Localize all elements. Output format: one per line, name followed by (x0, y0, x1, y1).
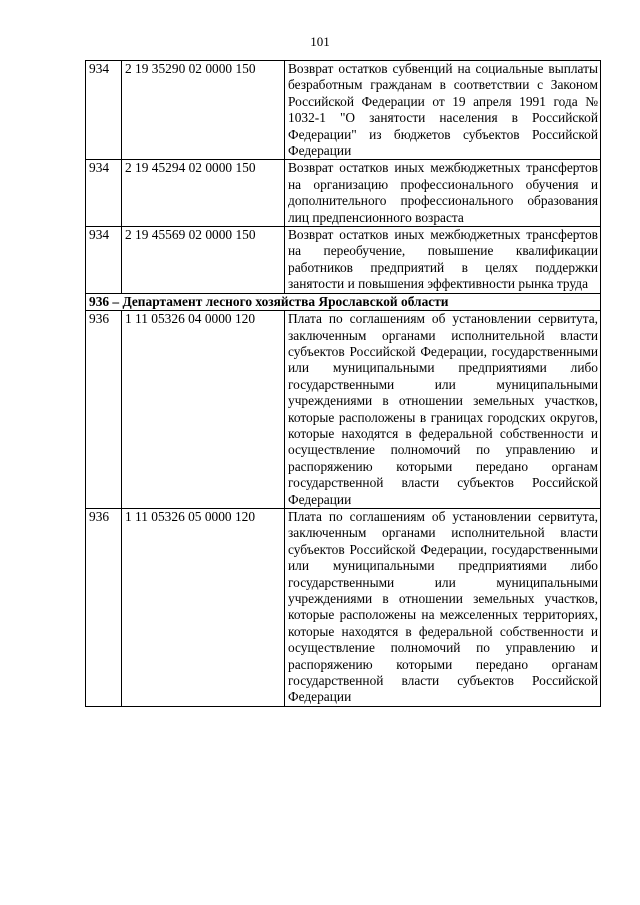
admin-code-cell: 936 (86, 311, 122, 509)
section-header-row (86, 293, 601, 310)
admin-code-cell: 934 (86, 160, 122, 227)
description-cell: Возврат остатков иных межбюджетных трансфертов на переобучение, повышение квалификации работников предприятий в целях поддержки занятости и повышения эффективности рынка труда (285, 227, 601, 294)
table-row (86, 508, 601, 706)
budget-code-cell: 1 11 05326 04 0000 120 (122, 311, 285, 509)
budget-code-cell: 2 19 35290 02 0000 150 (122, 61, 285, 160)
table-row (86, 61, 601, 160)
budget-code-cell: 2 19 45294 02 0000 150 (122, 160, 285, 227)
admin-code-cell: 934 (86, 61, 122, 160)
description-cell: Возврат остатков иных межбюджетных трансфертов на организацию профессионального обучения и дополнительного профессионального образования лиц предпенсионного возраста (285, 160, 601, 227)
admin-code-cell: 934 (86, 227, 122, 294)
description-cell: Плата по соглашениям об установлении сервитута, заключенным органами исполнительной власти субъектов Российской Федерации, государственными или муниципальными предприятиями либо государственными или муниципальными учреждениями в отношении земельных участков, которые расположены в границах городских округов, которые находятся в федеральной собственности и осуществление полномочий по управлению и распоряжению которыми передано органам государственной власти субъектов Российской Федерации (285, 311, 601, 509)
budget-code-cell: 2 19 45569 02 0000 150 (122, 227, 285, 294)
table-row (86, 227, 601, 294)
section-title: 936 – Департамент лесного хозяйства Ярославской области (86, 293, 601, 310)
table-row (86, 160, 601, 227)
page-number: 101 (310, 34, 330, 49)
description-cell: Возврат остатков субвенций на социальные выплаты безработным гражданам в соответствии с Законом Российской Федерации от 19 апреля 1991 года № 1032-1 "О занятости населения в Российской Федерации" из бюджетов субъектов Российской Федерации (285, 61, 601, 160)
budget-code-cell: 1 11 05326 05 0000 120 (122, 508, 285, 706)
admin-code-cell: 936 (86, 508, 122, 706)
description-cell: Плата по соглашениям об установлении сервитута, заключенным органами исполнительной власти субъектов Российской Федерации, государственными или муниципальными предприятиями либо государственными или муниципальными учреждениями в отношении земельных участков, которые расположены на межселенных территориях, которые находятся в федеральной собственности и осуществление полномочий по управлению и распоряжению которыми передано органам государственной власти субъектов Российской Федерации (285, 508, 601, 706)
table-row (86, 311, 601, 509)
revenue-codes-table (85, 60, 601, 707)
